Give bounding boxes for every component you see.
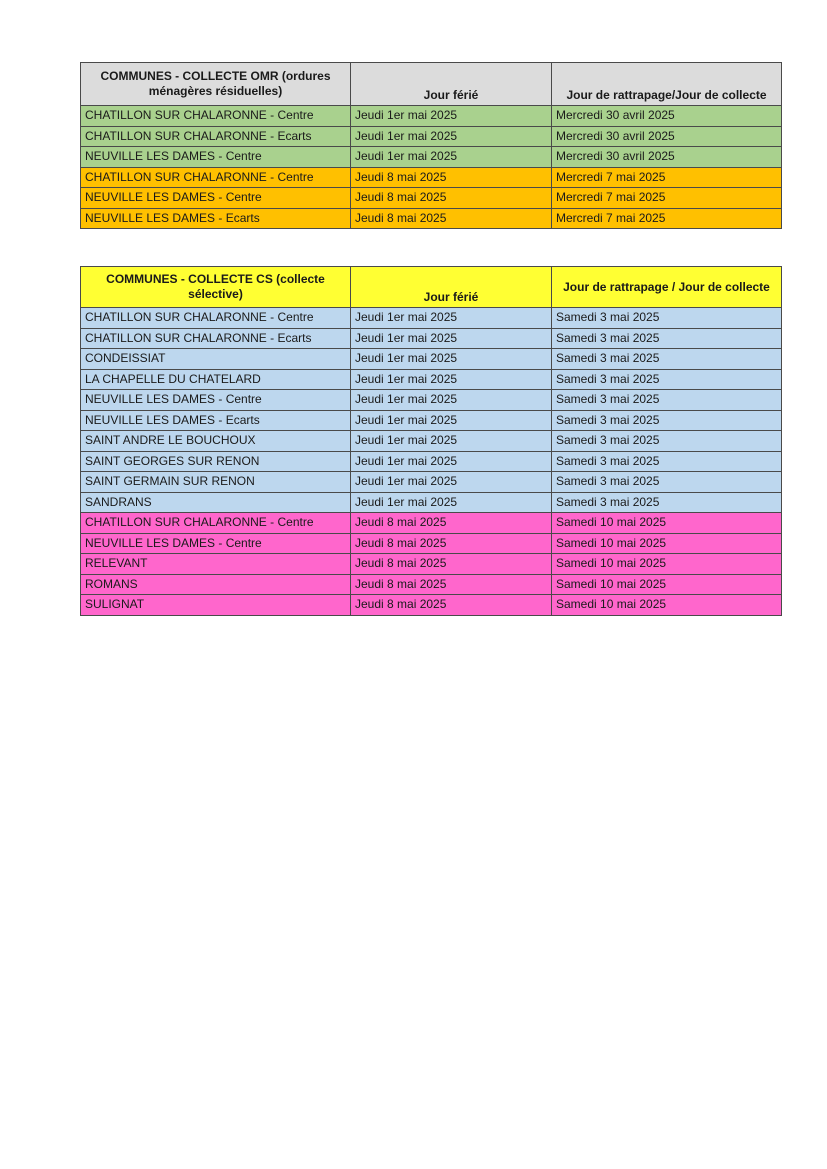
omr-collection-table (80, 62, 782, 229)
rattrapage-cell: Samedi 3 mai 2025 (552, 431, 782, 452)
table-row (81, 390, 782, 411)
jour-ferie-cell: Jeudi 8 mai 2025 (351, 574, 552, 595)
rattrapage-cell: Mercredi 30 avril 2025 (552, 126, 782, 147)
jour-ferie-cell: Jeudi 1er mai 2025 (351, 369, 552, 390)
rattrapage-cell: Mercredi 30 avril 2025 (552, 106, 782, 127)
commune-cell: NEUVILLE LES DAMES - Ecarts (81, 208, 351, 229)
jour-ferie-cell: Jeudi 1er mai 2025 (351, 451, 552, 472)
table-row (81, 533, 782, 554)
table-row (81, 106, 782, 127)
cs-header-row (81, 267, 782, 308)
table-row (81, 126, 782, 147)
jour-ferie-cell: Jeudi 8 mai 2025 (351, 533, 552, 554)
jour-ferie-cell: Jeudi 1er mai 2025 (351, 126, 552, 147)
cs-header-rattrapage: Jour de rattrapage / Jour de collecte (552, 267, 782, 308)
rattrapage-cell: Samedi 3 mai 2025 (552, 349, 782, 370)
rattrapage-cell: Mercredi 7 mai 2025 (552, 188, 782, 209)
jour-ferie-cell: Jeudi 1er mai 2025 (351, 147, 552, 168)
rattrapage-cell: Mercredi 7 mai 2025 (552, 167, 782, 188)
table-row (81, 431, 782, 452)
commune-cell: NEUVILLE LES DAMES - Centre (81, 390, 351, 411)
jour-ferie-cell: Jeudi 1er mai 2025 (351, 431, 552, 452)
rattrapage-cell: Samedi 10 mai 2025 (552, 554, 782, 575)
jour-ferie-cell: Jeudi 8 mai 2025 (351, 595, 552, 616)
commune-cell: ROMANS (81, 574, 351, 595)
jour-ferie-cell: Jeudi 1er mai 2025 (351, 472, 552, 493)
jour-ferie-cell: Jeudi 1er mai 2025 (351, 349, 552, 370)
jour-ferie-cell: Jeudi 1er mai 2025 (351, 410, 552, 431)
commune-cell: CHATILLON SUR CHALARONNE - Centre (81, 513, 351, 534)
rattrapage-cell: Samedi 10 mai 2025 (552, 513, 782, 534)
rattrapage-cell: Samedi 3 mai 2025 (552, 308, 782, 329)
jour-ferie-cell: Jeudi 1er mai 2025 (351, 328, 552, 349)
table-row (81, 574, 782, 595)
rattrapage-cell: Samedi 3 mai 2025 (552, 390, 782, 411)
commune-cell: NEUVILLE LES DAMES - Centre (81, 188, 351, 209)
rattrapage-cell: Samedi 3 mai 2025 (552, 410, 782, 431)
jour-ferie-cell: Jeudi 1er mai 2025 (351, 390, 552, 411)
jour-ferie-cell: Jeudi 8 mai 2025 (351, 188, 552, 209)
table-row (81, 167, 782, 188)
commune-cell: CONDEISSIAT (81, 349, 351, 370)
cs-header-commune: COMMUNES - COLLECTE CS (collecte sélective) (81, 267, 351, 308)
table-row (81, 349, 782, 370)
table-row (81, 369, 782, 390)
commune-cell: RELEVANT (81, 554, 351, 575)
commune-cell: LA CHAPELLE DU CHATELARD (81, 369, 351, 390)
rattrapage-cell: Samedi 3 mai 2025 (552, 472, 782, 493)
commune-cell: SULIGNAT (81, 595, 351, 616)
jour-ferie-cell: Jeudi 8 mai 2025 (351, 167, 552, 188)
table-row (81, 472, 782, 493)
table-row (81, 492, 782, 513)
table-row (81, 147, 782, 168)
table-row (81, 208, 782, 229)
commune-cell: CHATILLON SUR CHALARONNE - Centre (81, 308, 351, 329)
rattrapage-cell: Mercredi 7 mai 2025 (552, 208, 782, 229)
table-row (81, 328, 782, 349)
jour-ferie-cell: Jeudi 1er mai 2025 (351, 492, 552, 513)
table-row (81, 554, 782, 575)
cs-table-body (81, 308, 782, 616)
commune-cell: NEUVILLE LES DAMES - Ecarts (81, 410, 351, 431)
jour-ferie-cell: Jeudi 8 mai 2025 (351, 554, 552, 575)
table-row (81, 308, 782, 329)
jour-ferie-cell: Jeudi 8 mai 2025 (351, 513, 552, 534)
omr-header-jour-ferie: Jour férié (351, 63, 552, 106)
commune-cell: CHATILLON SUR CHALARONNE - Ecarts (81, 126, 351, 147)
omr-header-commune: COMMUNES - COLLECTE OMR (ordures ménagères résiduelles) (81, 63, 351, 106)
jour-ferie-cell: Jeudi 1er mai 2025 (351, 106, 552, 127)
commune-cell: SAINT GERMAIN SUR RENON (81, 472, 351, 493)
rattrapage-cell: Samedi 10 mai 2025 (552, 574, 782, 595)
commune-cell: NEUVILLE LES DAMES - Centre (81, 533, 351, 554)
rattrapage-cell: Samedi 3 mai 2025 (552, 492, 782, 513)
omr-header-row (81, 63, 782, 106)
table-row (81, 451, 782, 472)
rattrapage-cell: Samedi 10 mai 2025 (552, 533, 782, 554)
rattrapage-cell: Samedi 3 mai 2025 (552, 451, 782, 472)
commune-cell: SANDRANS (81, 492, 351, 513)
commune-cell: CHATILLON SUR CHALARONNE - Centre (81, 106, 351, 127)
table-row (81, 410, 782, 431)
omr-table-body (81, 106, 782, 229)
commune-cell: NEUVILLE LES DAMES - Centre (81, 147, 351, 168)
commune-cell: CHATILLON SUR CHALARONNE - Ecarts (81, 328, 351, 349)
commune-cell: SAINT GEORGES SUR RENON (81, 451, 351, 472)
cs-header-jour-ferie: Jour férié (351, 267, 552, 308)
rattrapage-cell: Mercredi 30 avril 2025 (552, 147, 782, 168)
table-row (81, 595, 782, 616)
table-row (81, 188, 782, 209)
omr-header-rattrapage: Jour de rattrapage/Jour de collecte (552, 63, 782, 106)
table-row (81, 513, 782, 534)
jour-ferie-cell: Jeudi 8 mai 2025 (351, 208, 552, 229)
rattrapage-cell: Samedi 10 mai 2025 (552, 595, 782, 616)
rattrapage-cell: Samedi 3 mai 2025 (552, 369, 782, 390)
rattrapage-cell: Samedi 3 mai 2025 (552, 328, 782, 349)
jour-ferie-cell: Jeudi 1er mai 2025 (351, 308, 552, 329)
commune-cell: CHATILLON SUR CHALARONNE - Centre (81, 167, 351, 188)
cs-collection-table (80, 266, 782, 616)
commune-cell: SAINT ANDRE LE BOUCHOUX (81, 431, 351, 452)
